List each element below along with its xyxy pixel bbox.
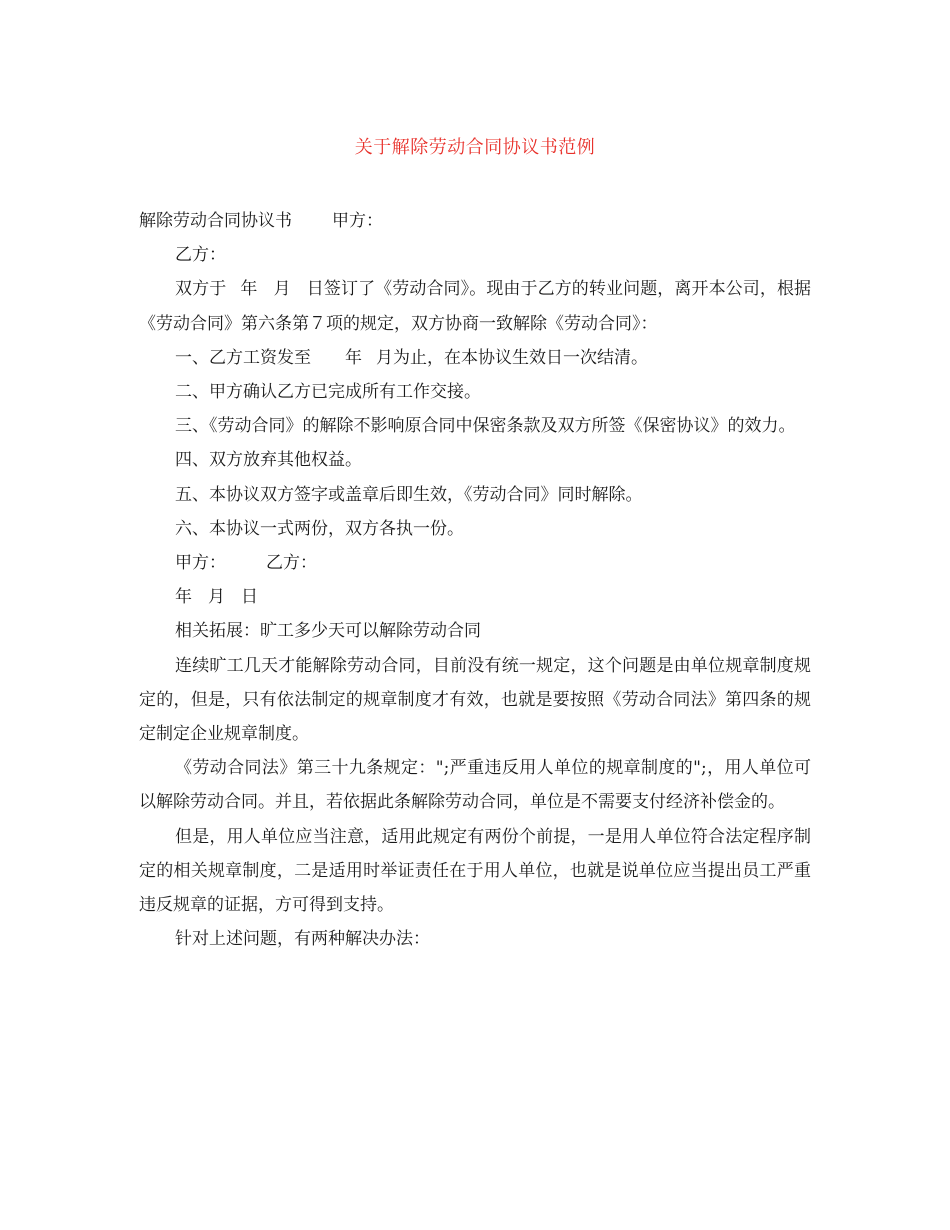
clause-3: 三、《劳动合同》的解除不影响原合同中保密条款及双方所签《保密协议》的效力。	[175, 416, 796, 437]
paragraph-4: 针对上述问题，有两种解决办法：	[175, 929, 430, 950]
document-body	[139, 204, 811, 956]
intro-rest: 日签订了《劳动合同》。现由于乙方的转业问题，离开本公司，根据《劳动合同》第六条第７项的规定，双方协商一致解除《劳动合同》：	[139, 279, 812, 334]
intro-text: 双方于	[175, 279, 227, 300]
intro-paragraph	[139, 272, 811, 340]
date-day: 日	[241, 587, 258, 608]
party-b-label: 乙方：	[175, 245, 226, 266]
document-title: 关于解除劳动合同协议书范例	[354, 137, 596, 158]
clause-1-year: 年	[345, 347, 362, 368]
signature-line	[139, 546, 811, 580]
paragraph-3: 但是，用人单位应当注意，适用此规定有两份个前提，一是用人单位符合法定程序制定的相关规章制度，二是适用时举证责任在于用人单位，也就是说单位应当提出员工严重违反规章的证据，方可得到支持。	[139, 826, 811, 916]
signature-party-a: 甲方：	[175, 553, 226, 574]
clause-2: 二、甲方确认乙方已完成所有工作交接。	[175, 382, 481, 403]
date-month: 月	[208, 587, 225, 608]
date-line	[139, 580, 811, 614]
header-line	[139, 204, 811, 238]
related-heading: 相关拓展：旷工多少天可以解除劳动合同	[175, 621, 481, 642]
clause-6: 六、本协议一式两份，双方各执一份。	[175, 518, 464, 539]
clause-1-text: 一、乙方工资发至	[175, 347, 311, 368]
date-year: 年	[175, 587, 192, 608]
paragraph-2: 《劳动合同法》第三十九条规定：";严重违反用人单位的规章制度的";，用人单位可以解除劳动合同。并且，若依据此条解除劳动合同，单位是不需要支付经济补偿金的。	[139, 758, 811, 813]
paragraph-1: 连续旷工几天才能解除劳动合同，目前没有统一规定，这个问题是由单位规章制度规定的，但是，只有依法制定的规章制度才有效，也就是要按照《劳动合同法》第四条的规定制定企业规章制度。	[139, 655, 811, 745]
agreement-heading: 解除劳动合同协议书	[139, 211, 292, 231]
clause-1	[139, 341, 811, 375]
clause-5: 五、本协议双方签字或盖章后即生效，《劳动合同》同时解除。	[175, 484, 643, 505]
intro-month: 月	[273, 279, 291, 300]
signature-party-b: 乙方：	[266, 553, 317, 574]
party-b-line	[139, 238, 811, 272]
intro-year: 年	[240, 279, 258, 300]
party-a-label: 甲方：	[332, 211, 383, 231]
clause-4: 四、双方放弃其他权益。	[175, 450, 362, 471]
clause-1-rest: 月为止，在本协议生效日一次结清。	[376, 347, 648, 368]
